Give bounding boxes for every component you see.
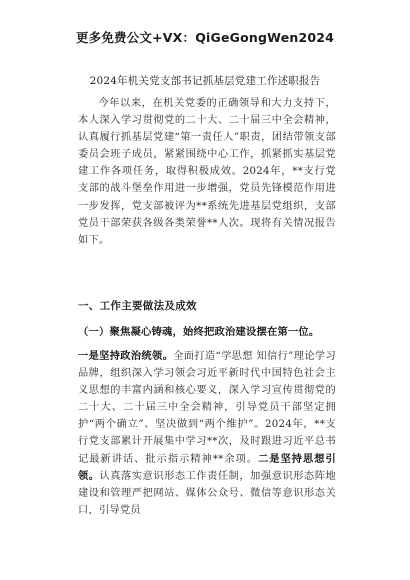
- intro-paragraph: 今年以来，在机关党委的正确领导和大力支持下，本人深入学习贯彻党的二十大、二十届三中全会精神，认真履行抓基层党建“第一责任人”职责，团结带领支部委员会班子成员，紧紧围绕中心工作，抓紧抓实基层党建工作各项任务，取得积极成效。2024年，**支行党支部的战斗堡垒作用进一步增强，党员先锋模范作用进一步发挥，党支部被评为**系统先进基层党组织，支部党员干部荣获各级各类荣誉**人次。现将有关情况报告如下。: [78, 98, 336, 246]
- watermark-header: 更多免费公文+VX：QiGeGongWen2024: [75, 30, 335, 45]
- section-heading-1: 一、工作主要做法及成效: [78, 300, 197, 312]
- para2-text: 认真落实意识形态工作责任制，加强意识形态阵地建设和管理严把网站、媒体公众号、微信等意识形态关口，引导党员: [78, 470, 336, 516]
- para1-text: 全面打造“学思想 知信行”理论学习品牌，组织深入学习领会习近平新时代中国特色社会主义思想的丰富内涵和核心要义，深入学习宣传贯彻党的二十大、二十届三中全会精神，引导党员干部坚定拥护“两个确立”、坚决做到“两个维护”。2024年，**支行党支部累计开展集中学习**次，及时跟进习近平总书记最新讲话、批示指示精神**余项。: [78, 351, 336, 465]
- subsection-heading-1: （一）聚焦凝心铸魂，始终把政治建设摆在第一位。: [78, 326, 320, 338]
- para1-lead: 一是坚持政治统领。: [78, 350, 174, 362]
- para2-lead: 二是坚持思想引领。: [78, 452, 336, 482]
- body-paragraph: [78, 348, 336, 519]
- document-title: 2024年机关党支部书记抓基层党建工作述职报告: [89, 75, 321, 87]
